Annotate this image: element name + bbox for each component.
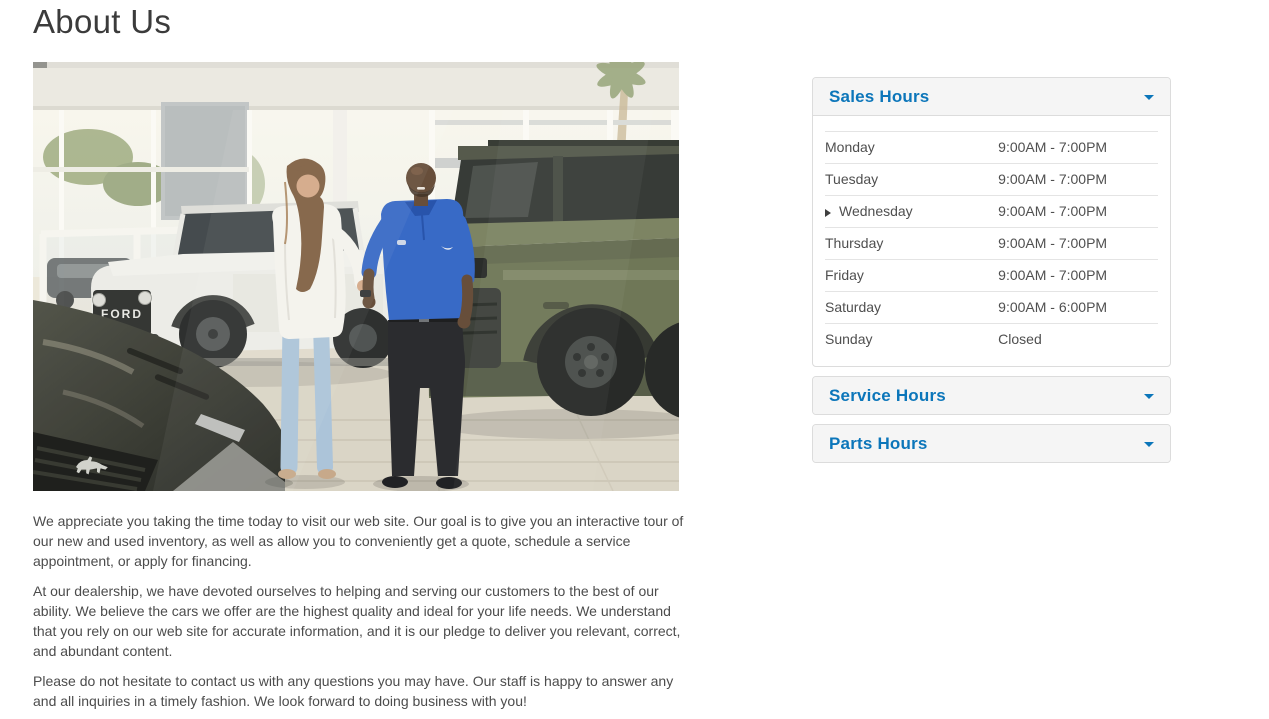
hours-row xyxy=(825,324,1158,356)
day-label: Monday xyxy=(825,139,875,155)
hours-row xyxy=(825,164,1158,196)
chevron-down-icon xyxy=(1144,394,1154,399)
chevron-down-icon xyxy=(1144,442,1154,447)
sales-hours-title: Sales Hours xyxy=(829,86,930,106)
ford-grille-text: FORD xyxy=(101,307,143,321)
hours-value: 9:00AM - 6:00PM xyxy=(998,299,1108,315)
day-label: Thursday xyxy=(825,235,884,251)
sales-hours-panel xyxy=(812,77,1171,367)
showroom-photo xyxy=(33,62,679,491)
day-label: Tuesday xyxy=(825,171,879,187)
parts-hours-toggle[interactable] xyxy=(813,425,1170,462)
hours-value: 9:00AM - 7:00PM xyxy=(998,171,1108,187)
sales-hours-body xyxy=(813,116,1170,366)
hours-row xyxy=(825,228,1158,260)
parts-hours-panel xyxy=(812,424,1171,463)
sales-hours-table xyxy=(825,131,1158,355)
hours-row xyxy=(825,132,1158,164)
parts-hours-title: Parts Hours xyxy=(829,433,928,453)
about-paragraph-2: At our dealership, we have devoted ourselves to helping and serving our customers to the best of our ability. We believe the cars we offer are the highest quality and ideal for your life needs. We understand that you rely on our web site for accurate information, and it is our pledge to deliver you relevant, correct, and abundant content. xyxy=(33,583,681,659)
hours-row xyxy=(825,292,1158,324)
hours-value: 9:00AM - 7:00PM xyxy=(998,235,1108,251)
chevron-down-icon xyxy=(1144,95,1154,100)
day-label: Saturday xyxy=(825,299,882,315)
hours-row xyxy=(825,260,1158,292)
hours-value: 9:00AM - 7:00PM xyxy=(998,203,1108,219)
about-paragraph-3: Please do not hesitate to contact us with any questions you may have. Our staff is happy to answer any and all inquiries in a timely fashion. We look forward to doing business with you! xyxy=(33,673,674,709)
day-label: Wednesday xyxy=(839,203,913,219)
service-hours-toggle[interactable] xyxy=(813,377,1170,414)
service-hours-title: Service Hours xyxy=(829,385,946,405)
about-copy xyxy=(33,511,690,719)
day-label: Friday xyxy=(825,267,864,283)
hours-row xyxy=(825,196,1158,228)
service-hours-panel xyxy=(812,376,1171,415)
sales-hours-toggle[interactable] xyxy=(813,78,1170,116)
current-day-marker xyxy=(825,209,831,217)
hours-sidebar xyxy=(812,77,1171,472)
day-label: Sunday xyxy=(825,331,873,347)
about-paragraph-1: We appreciate you taking the time today to visit our web site. Our goal is to give you an interactive tour of our new and used inventory, as well as allow you to conveniently get a quote, schedule a service appointment, or apply for financing. xyxy=(33,513,684,569)
hours-value: 9:00AM - 7:00PM xyxy=(998,267,1108,283)
hours-value: 9:00AM - 7:00PM xyxy=(998,139,1108,155)
hours-value: Closed xyxy=(998,331,1042,347)
page-title: About Us xyxy=(33,3,172,40)
